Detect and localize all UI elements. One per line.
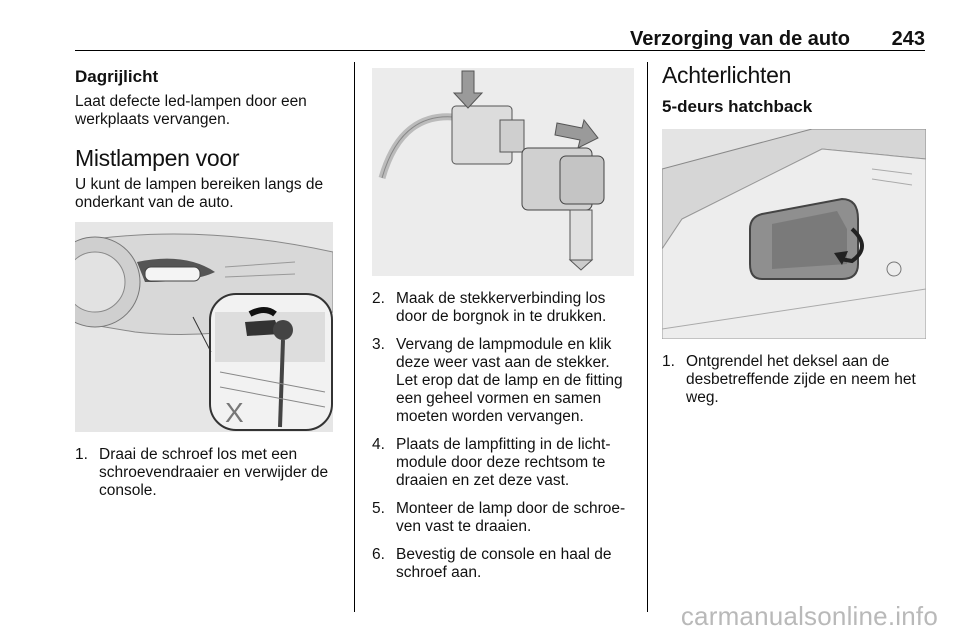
lamp-module-illustration bbox=[372, 68, 634, 276]
page-number: 243 bbox=[891, 28, 925, 50]
column-right bbox=[662, 62, 927, 417]
list-item: 6. Bevestig de console en haal de schroef aan. bbox=[372, 546, 612, 581]
list-item: 2. Maak de stekkerverbinding los door de borgnok in te drukken. bbox=[372, 290, 607, 325]
column-left bbox=[75, 62, 337, 510]
paragraph-access: U kunt de lampen bereiken langs de onderkant van de auto. bbox=[75, 176, 324, 211]
figure-fog-lamp bbox=[75, 222, 333, 432]
steps-list-col1 bbox=[75, 446, 337, 500]
fog-lamp-illustration bbox=[75, 222, 333, 432]
paragraph-led: Laat defecte led-lampen door een werkplaats vervangen. bbox=[75, 93, 307, 128]
page-title: Verzorging van de auto bbox=[629, 28, 850, 50]
svg-text:X: X bbox=[225, 397, 244, 428]
watermark: carmanualsonline.info bbox=[680, 601, 938, 631]
figure-rear-light bbox=[662, 129, 926, 339]
rear-light-illustration bbox=[662, 129, 926, 339]
section-heading-dagrijlicht: Dagrijlicht bbox=[75, 67, 159, 86]
list-item: 4. Plaats de lampfitting in de lichtmodule door deze rechtsom te draaien en zet deze vast. bbox=[372, 436, 611, 489]
column-middle bbox=[372, 62, 634, 592]
page-header bbox=[75, 28, 925, 51]
list-item: 3. Vervang de lampmodule en klik deze weer vast aan de stekker. Let erop dat de lamp en de fitting een geheel vormen en samen moeten worden vervangen. bbox=[372, 336, 623, 425]
list-item: 1. Draai de schroef los met een schroevendraaier en verwijder de console. bbox=[75, 446, 329, 499]
column-divider bbox=[354, 62, 355, 612]
steps-list-col3 bbox=[662, 353, 927, 407]
list-item: 1. Ontgrendel het deksel aan de desbetreffende zijde en neem het weg. bbox=[662, 353, 916, 406]
list-item: 5. Monteer de lamp door de schroeven vast te draaien. bbox=[372, 500, 626, 535]
section-heading-hatchback: 5-deurs hatchback bbox=[662, 97, 813, 116]
steps-list-col2 bbox=[372, 290, 634, 582]
section-heading-mistlampen: Mistlampen voor bbox=[75, 145, 240, 171]
figure-lamp-module bbox=[372, 68, 634, 276]
section-heading-achterlichten: Achterlichten bbox=[662, 62, 792, 88]
column-divider bbox=[647, 62, 648, 612]
